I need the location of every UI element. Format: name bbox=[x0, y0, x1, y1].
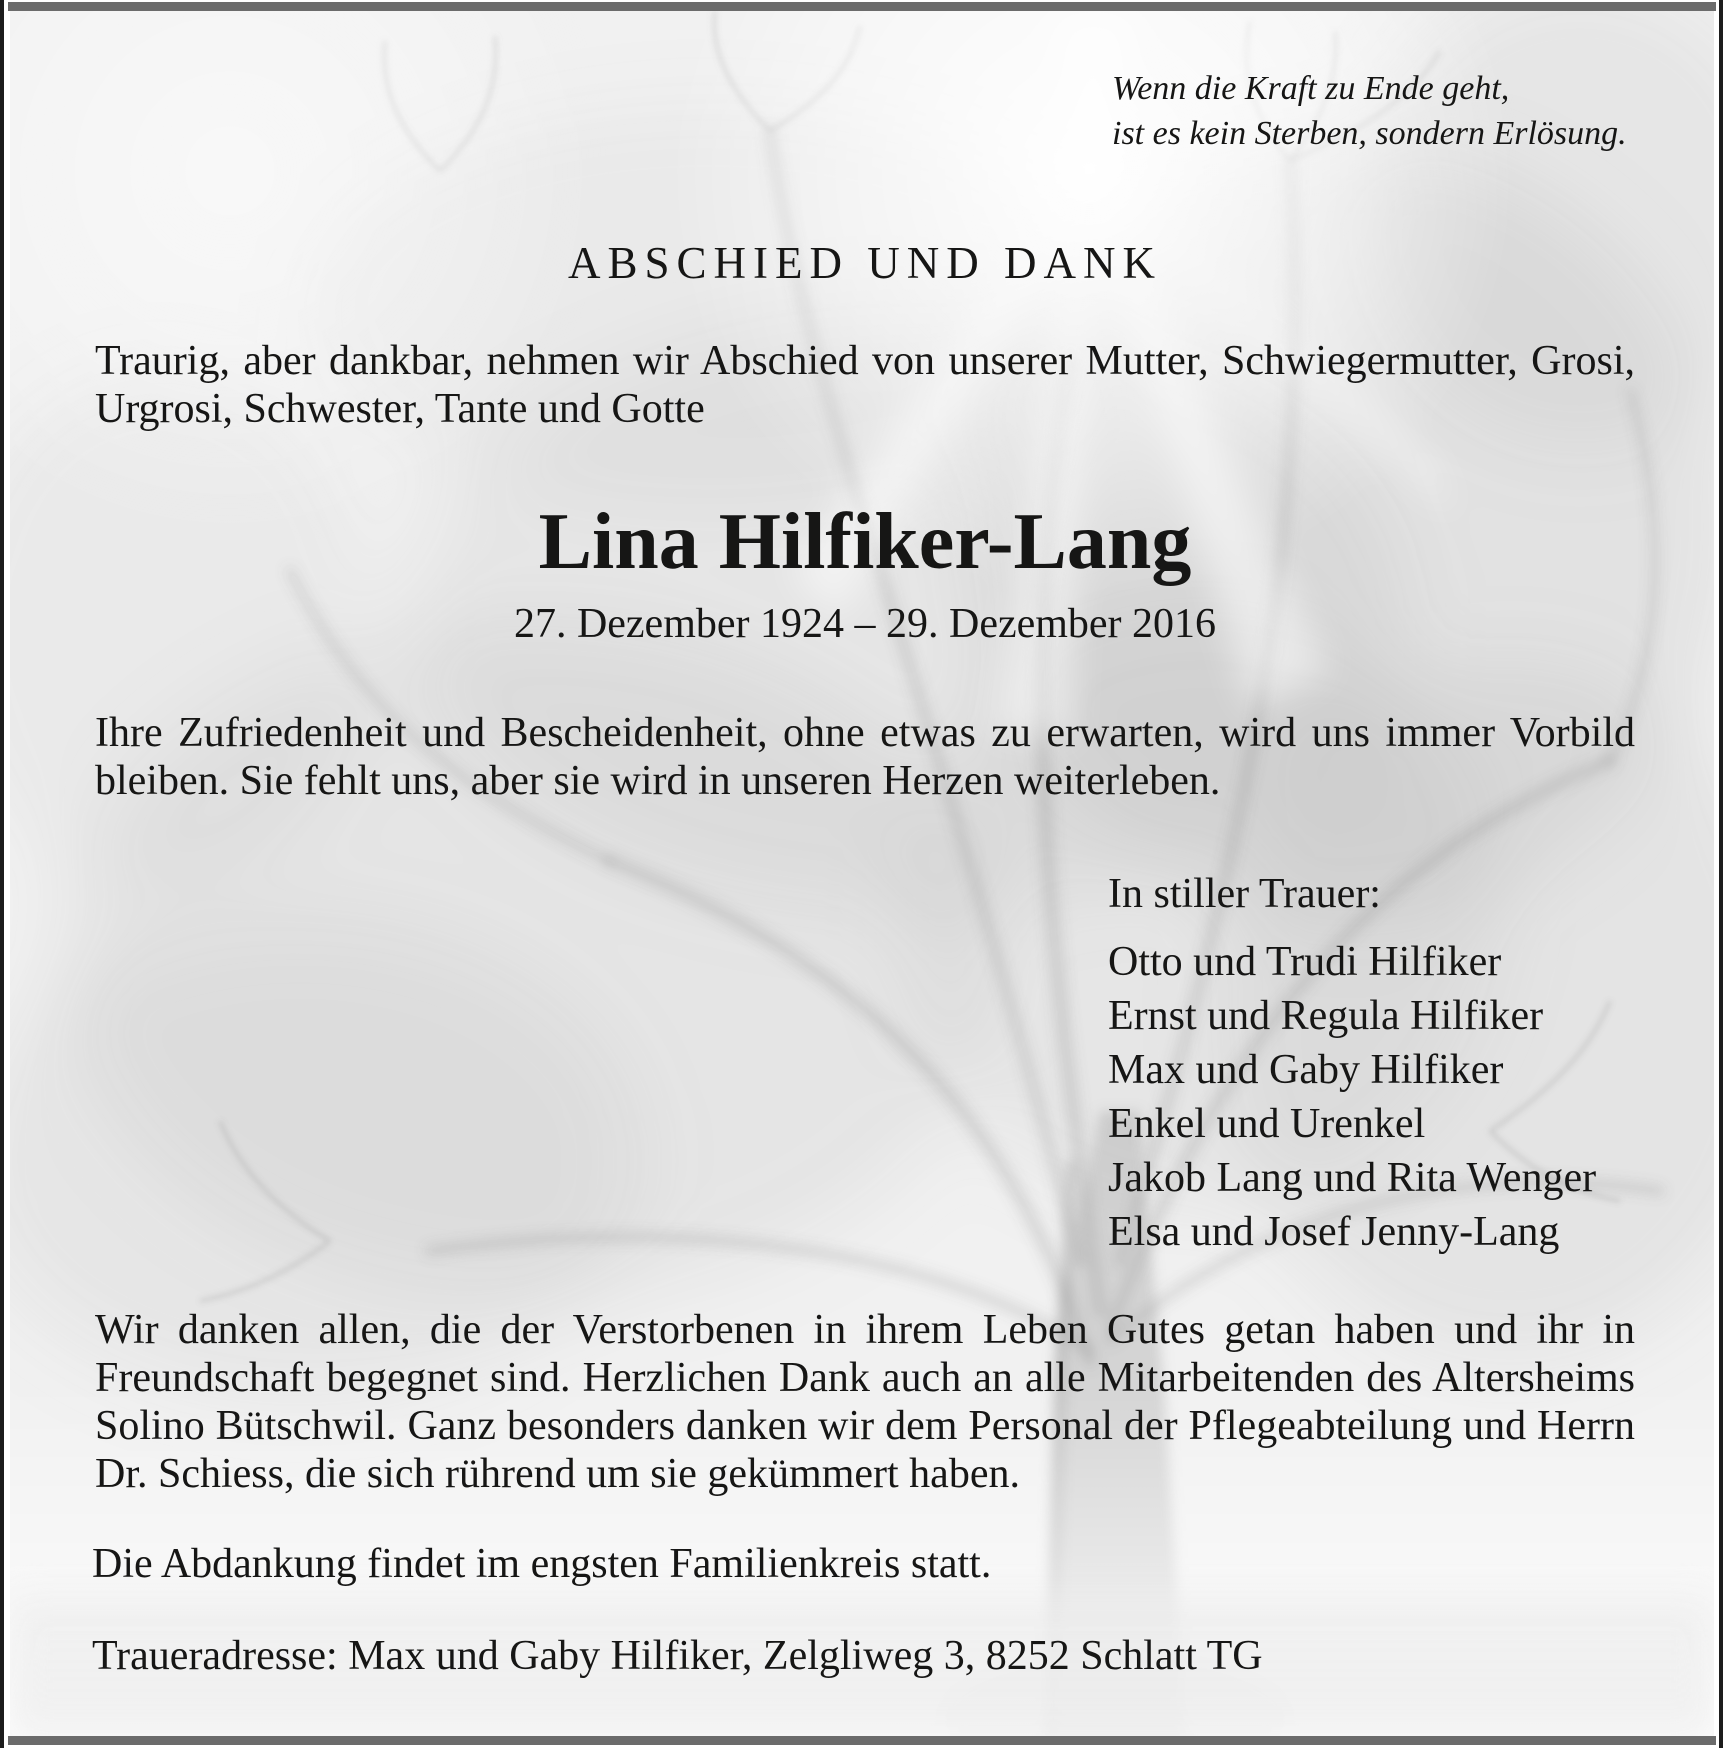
frame-top-bar bbox=[8, 2, 1716, 11]
frame-right-rule bbox=[1719, 0, 1723, 1748]
mourners-heading: In stiller Trauer: bbox=[1108, 871, 1381, 917]
mourner-name: Jakob Lang und Rita Wenger bbox=[1108, 1155, 1597, 1201]
life-dates: 27. Dezember 1924 – 29. Dezember 2016 bbox=[513, 601, 1217, 647]
intro-paragraph bbox=[95, 337, 1635, 433]
tribute-line: bleiben. Sie fehlt uns, aber sie wird in unseren Herzen weiterleben. bbox=[95, 758, 1221, 804]
mourning-address-line: Traueradresse: Max und Gaby Hilfiker, Zelgliweg 3, 8252 Schlatt TG bbox=[92, 1633, 1263, 1679]
thanks-line: Wir danken allen, die der Verstorbenen in ihrem Leben Gutes getan haben und ihr in bbox=[95, 1307, 1635, 1353]
epigraph-line-1: Wenn die Kraft zu Ende geht, bbox=[1112, 70, 1510, 107]
tribute-line: Ihre Zufriedenheit und Bescheidenheit, ohne etwas zu erwarten, wird uns immer Vorbild bbox=[95, 710, 1635, 756]
deceased-name: Lina Hilfiker-Lang bbox=[538, 498, 1192, 586]
thanks-line: Dr. Schiess, die sich rührend um sie gekümmert haben. bbox=[95, 1451, 1020, 1497]
mourner-name: Otto und Trudi Hilfiker bbox=[1108, 939, 1502, 985]
farewell-line: Die Abdankung findet im engsten Familienkreis statt. bbox=[92, 1541, 992, 1587]
frame-bottom-bar bbox=[8, 1736, 1716, 1745]
thanks-paragraph bbox=[95, 1306, 1635, 1498]
notice-title: ABSCHIED UND DANK bbox=[567, 238, 1162, 288]
thanks-line: Freundschaft begegnet sind. Herzlichen Dank auch an alle Mitarbeitenden des Altersheims bbox=[95, 1355, 1635, 1401]
mourner-name: Max und Gaby Hilfiker bbox=[1108, 1047, 1504, 1093]
intro-line: Urgrosi, Schwester, Tante und Gotte bbox=[95, 386, 705, 432]
thanks-line: Solino Bütschwil. Ganz besonders danken wir dem Personal der Pflegeabteilung und Herrn bbox=[95, 1403, 1635, 1449]
mourners-block bbox=[1108, 869, 1596, 1259]
mourner-name: Elsa und Josef Jenny-Lang bbox=[1108, 1209, 1560, 1255]
tribute-paragraph bbox=[95, 709, 1635, 805]
epigraph-quote bbox=[1112, 66, 1627, 156]
epigraph-line-2: ist es kein Sterben, sondern Erlösung. bbox=[1112, 115, 1627, 152]
mourner-name: Ernst und Regula Hilfiker bbox=[1108, 993, 1544, 1039]
intro-line: Traurig, aber dankbar, nehmen wir Abschied von unserer Mutter, Schwiegermutter, Grosi, bbox=[95, 338, 1635, 384]
frame-left-rule bbox=[0, 0, 4, 1748]
mourner-name: Enkel und Urenkel bbox=[1108, 1101, 1426, 1147]
